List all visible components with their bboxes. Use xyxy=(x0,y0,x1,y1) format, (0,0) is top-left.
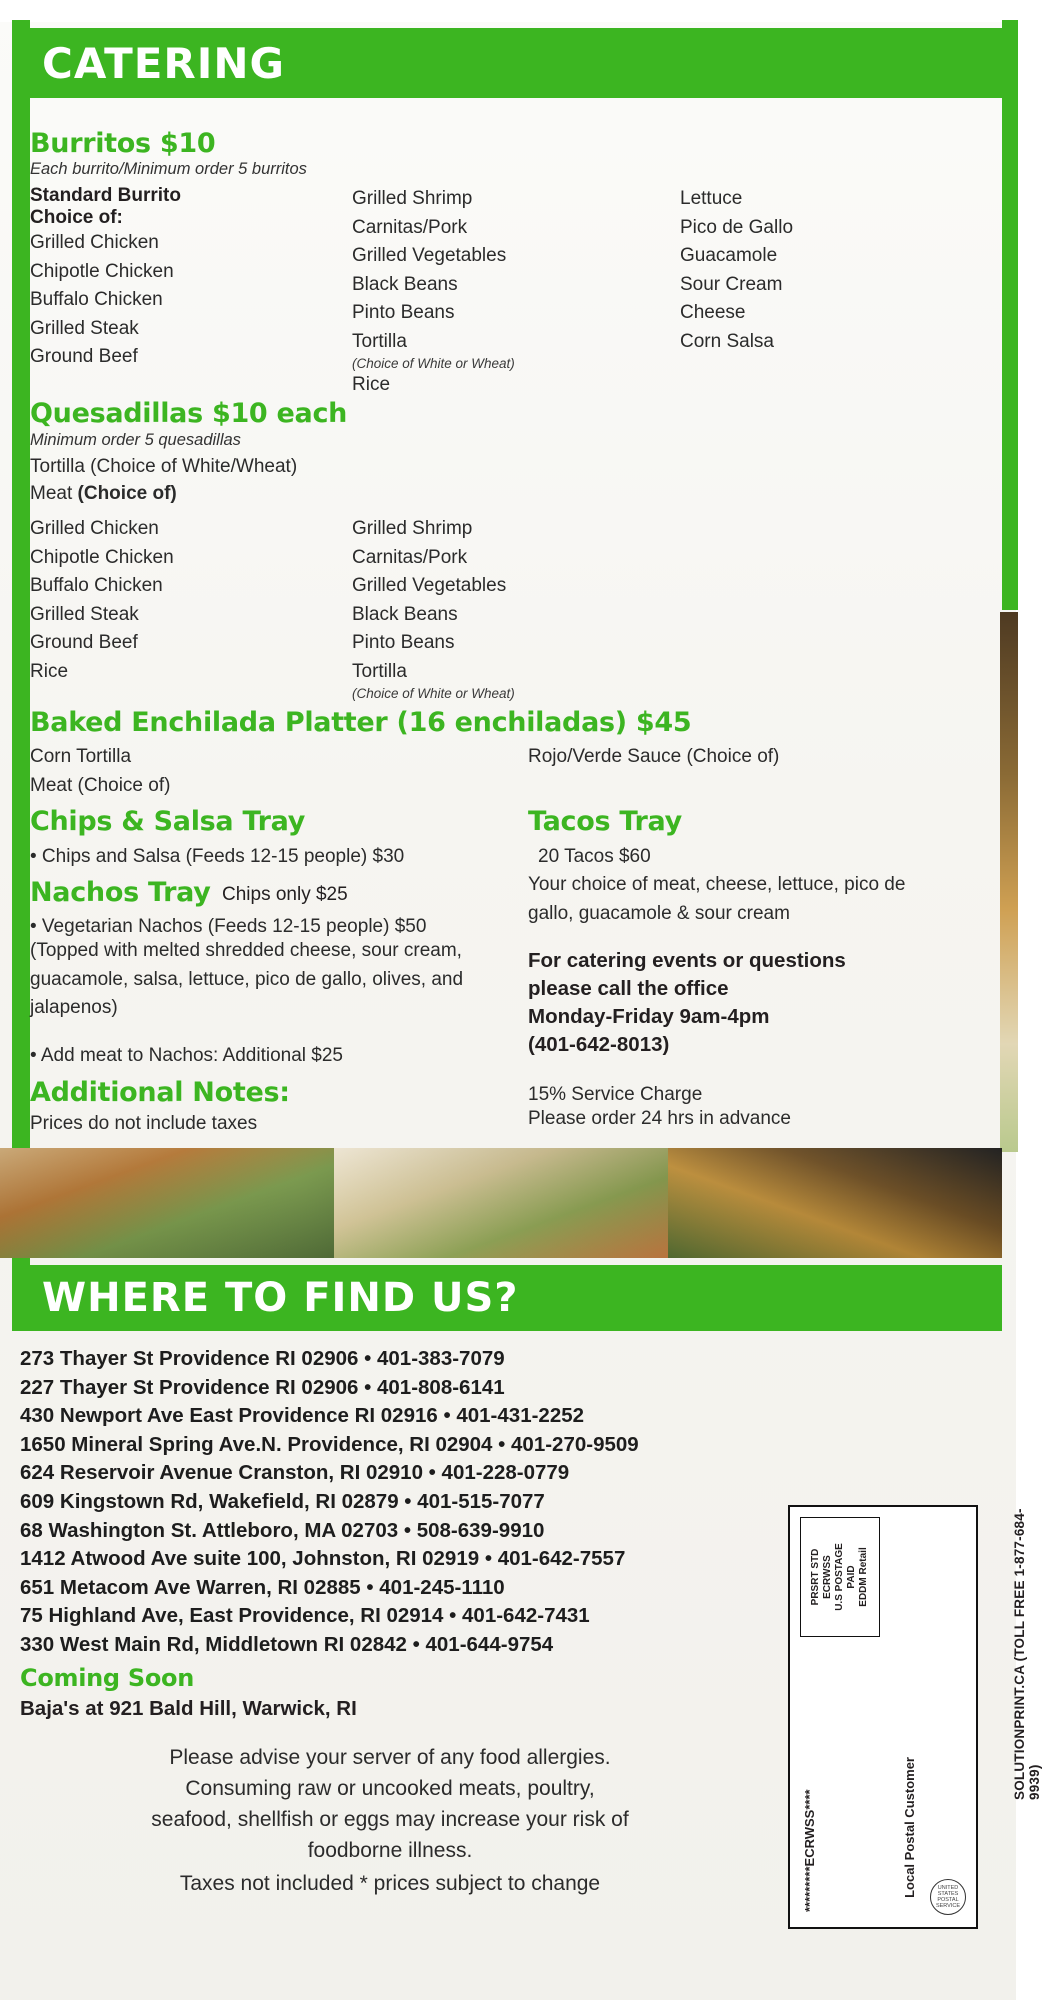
list-item: Sour Cream xyxy=(680,273,783,295)
list-item: Buffalo Chicken xyxy=(30,575,163,596)
quesadillas-column-2 xyxy=(352,515,652,701)
indicia-line-2: ECRWSS xyxy=(821,1555,833,1599)
contact-hours: Monday-Friday 9am-4pm xyxy=(528,1005,770,1028)
indicia-line-1: PRSRT STD xyxy=(809,1548,821,1606)
find-us-header-band xyxy=(12,1265,1002,1331)
food-photo-strip xyxy=(0,1148,1002,1258)
list-item: Chipotle Chicken xyxy=(30,260,174,282)
list-item[interactable]: 273 Thayer St Providence RI 02906 • 401-383-7079 xyxy=(20,1347,505,1370)
burritos-column-1 xyxy=(30,185,290,372)
indicia-line-3: U.S POSTAGE xyxy=(833,1543,845,1611)
list-item: Meat (Choice of) xyxy=(30,774,171,796)
catering-title: CATERING xyxy=(42,38,285,88)
list-item: Rice xyxy=(352,374,391,395)
quesadillas-heading: Quesadillas $10 each xyxy=(30,398,348,429)
list-item[interactable]: 651 Metacom Ave Warren, RI 02885 • 401-245-1110 xyxy=(20,1575,505,1599)
contact-line-2: please call the office xyxy=(528,977,729,1000)
taxes-disclaimer: Taxes not included * prices subject to change xyxy=(179,1872,601,1895)
list-item: Rojo/Verde Sauce (Choice of) xyxy=(528,746,780,767)
list-item: Black Beans xyxy=(352,603,458,625)
tacos-tray-heading: Tacos Tray xyxy=(528,806,682,837)
disclaimer-line-2: Consuming raw or uncooked meats, poultry, xyxy=(185,1777,595,1800)
additional-notes-heading: Additional Notes: xyxy=(30,1077,290,1108)
burritos-column-2 xyxy=(352,185,622,400)
list-item: Pico de Gallo xyxy=(680,216,794,238)
catering-header-band xyxy=(12,28,1002,98)
list-item[interactable]: 1412 Atwood Ave suite 100, Johnston, RI 02919 • 401-642-7557 xyxy=(20,1547,626,1571)
list-item: Black Beans xyxy=(352,273,458,295)
indicia-line-5: EDDM Retail xyxy=(857,1547,869,1607)
quesadillas-subtext: Minimum order 5 quesadillas xyxy=(30,431,241,449)
additional-notes-text: Prices do not include taxes xyxy=(30,1113,258,1134)
left-green-bar xyxy=(12,20,30,1315)
usps-seal-icon: UNITED STATES POSTAL SERVICE xyxy=(930,1879,966,1915)
list-item: Pinto Beans xyxy=(352,632,455,653)
food-photo-platter xyxy=(668,1148,1002,1258)
enchilada-heading: Baked Enchilada Platter (16 enchiladas) $45 xyxy=(30,707,692,738)
postage-paid-text xyxy=(810,1543,870,1611)
disclaimer-line-1: Please advise your server of any food allergies. xyxy=(169,1746,611,1769)
postal-customer-line-2: Postal Customer xyxy=(902,1757,917,1861)
burritos-subtext: Each burrito/Minimum order 5 burritos xyxy=(30,160,307,178)
coming-soon-heading: Coming Soon xyxy=(20,1664,195,1692)
list-item: Guacamole xyxy=(680,245,778,266)
advance-order-note: Please order 24 hrs in advance xyxy=(528,1108,791,1129)
contact-phone[interactable]: (401-642-8013) xyxy=(528,1033,670,1056)
list-item[interactable]: 68 Washington St. Attleboro, MA 02703 • 508-639-9910 xyxy=(20,1518,545,1542)
chips-salsa-heading: Chips & Salsa Tray xyxy=(30,806,306,837)
quesadillas-meat xyxy=(30,480,177,509)
right-photo-sliver xyxy=(1000,612,1018,1152)
postal-indicia-block xyxy=(788,1505,978,1929)
nachos-heading: Nachos Tray xyxy=(30,877,211,908)
list-item: Grilled Shrimp xyxy=(352,518,473,539)
burritos-column-3 xyxy=(680,185,940,356)
list-item[interactable]: 75 Highland Ave, East Providence, RI 02914 • 401-642-7431 xyxy=(20,1604,590,1628)
top-margin xyxy=(0,0,1046,22)
catering-contact-block xyxy=(528,947,968,1059)
list-item: Grilled Steak xyxy=(30,317,139,339)
list-item: Grilled Chicken xyxy=(30,232,159,253)
postage-paid-box xyxy=(800,1517,880,1637)
list-item: Carnitas/Pork xyxy=(352,216,468,238)
disclaimer-line-4: foodborne illness. xyxy=(307,1839,473,1862)
service-charge-note: 15% Service Charge xyxy=(528,1084,703,1105)
quesadillas-meat-choice: (Choice of) xyxy=(77,483,177,504)
list-item: Rice xyxy=(30,660,69,682)
list-item[interactable]: 624 Reservoir Avenue Cranston, RI 02910 • 401-228-0779 xyxy=(20,1461,570,1485)
disclaimer-line-3: seafood, shellfish or eggs may increase your risk of xyxy=(151,1808,629,1831)
burritos-heading: Burritos $10 xyxy=(30,128,216,159)
contact-line-1: For catering events or questions xyxy=(528,949,846,972)
nachos-add-meat: • Add meat to Nachos: Additional $25 xyxy=(30,1045,343,1066)
tacos-description: Your choice of meat, cheese, lettuce, pico de gallo, guacamole & sour cream xyxy=(528,874,906,924)
list-item: Lettuce xyxy=(680,188,743,209)
printer-credit: SOLUTIONPRINT.CA (TOLL FREE 1-877-684-9939) xyxy=(1012,1508,1042,1800)
nachos-vegetarian-line: • Vegetarian Nachos (Feeds 12-15 people) $50 xyxy=(30,916,427,937)
list-item: Corn Tortilla xyxy=(30,746,132,767)
list-item: Carnitas/Pork xyxy=(352,546,468,568)
burritos-tortilla-note: (Choice of White or Wheat) xyxy=(352,356,515,371)
list-item[interactable]: 227 Thayer St Providence RI 02906 • 401-808-6141 xyxy=(20,1375,505,1399)
list-item: Grilled Vegetables xyxy=(352,575,507,596)
list-item[interactable]: 430 Newport Ave East Providence RI 02916 • 401-431-2252 xyxy=(20,1404,585,1428)
list-item: Pinto Beans xyxy=(352,302,455,323)
nachos-chips-only: Chips only $25 xyxy=(222,884,348,905)
coming-soon-location: Baja's at 921 Bald Hill, Warwick, RI xyxy=(20,1697,357,1720)
list-item[interactable]: 1650 Mineral Spring Ave.N. Providence, RI 02904 • 401-270-9509 xyxy=(20,1432,639,1456)
quesadillas-meat-prefix: Meat xyxy=(30,483,78,504)
list-item[interactable]: 330 West Main Rd, Middletown RI 02842 • 401-644-9754 xyxy=(20,1632,554,1656)
tacos-price-line: 20 Tacos $60 xyxy=(538,846,651,867)
postal-customer-line-1: Local xyxy=(902,1863,917,1898)
enchilada-column-2 xyxy=(528,743,779,772)
list-item: Grilled Vegetables xyxy=(352,245,507,266)
list-item: Cheese xyxy=(680,302,746,323)
quesadillas-tortilla: Tortilla (Choice of White/Wheat) xyxy=(30,456,298,477)
nachos-topping-note: (Topped with melted shredded cheese, sour cream, guacamole, salsa, lettuce, pico de gallo, olives, and jalapenos) xyxy=(30,940,464,1018)
list-item: Ground Beef xyxy=(30,346,138,367)
locations-list xyxy=(20,1345,890,1660)
list-item[interactable]: 609 Kingstown Rd, Wakefield, RI 02879 • 401-515-7077 xyxy=(20,1489,545,1513)
right-green-bar xyxy=(1002,20,1018,610)
chips-salsa-line: • Chips and Salsa (Feeds 12-15 people) $30 xyxy=(30,846,405,867)
burritos-choice-label: Choice of: xyxy=(30,207,123,228)
find-us-title: WHERE TO FIND US? xyxy=(42,1275,519,1321)
list-item: Buffalo Chicken xyxy=(30,289,163,310)
enchilada-column-1 xyxy=(30,743,170,800)
list-item: Tortilla xyxy=(352,330,407,352)
postal-customer-address xyxy=(902,1757,917,1898)
list-item: Tortilla xyxy=(352,660,407,682)
coming-soon-heading-wrap xyxy=(20,1664,194,1692)
food-photo-nachos xyxy=(0,1148,334,1258)
indicia-line-4: PAID xyxy=(845,1565,857,1589)
list-item: Ground Beef xyxy=(30,632,138,653)
list-item: Grilled Chicken xyxy=(30,518,159,539)
list-item: Grilled Shrimp xyxy=(352,188,473,209)
quesadillas-tortilla-note: (Choice of White or Wheat) xyxy=(352,686,515,701)
food-photo-tacos xyxy=(334,1148,668,1258)
ecrwss-barcode-text: *********ECRWSS**** xyxy=(802,1789,817,1912)
list-item: Corn Salsa xyxy=(680,330,774,352)
standard-burrito-label: Standard Burrito xyxy=(30,185,181,206)
list-item: Grilled Steak xyxy=(30,603,139,625)
list-item: Chipotle Chicken xyxy=(30,546,174,568)
quesadillas-column-1 xyxy=(30,515,310,686)
allergy-disclaimer xyxy=(40,1742,740,1866)
